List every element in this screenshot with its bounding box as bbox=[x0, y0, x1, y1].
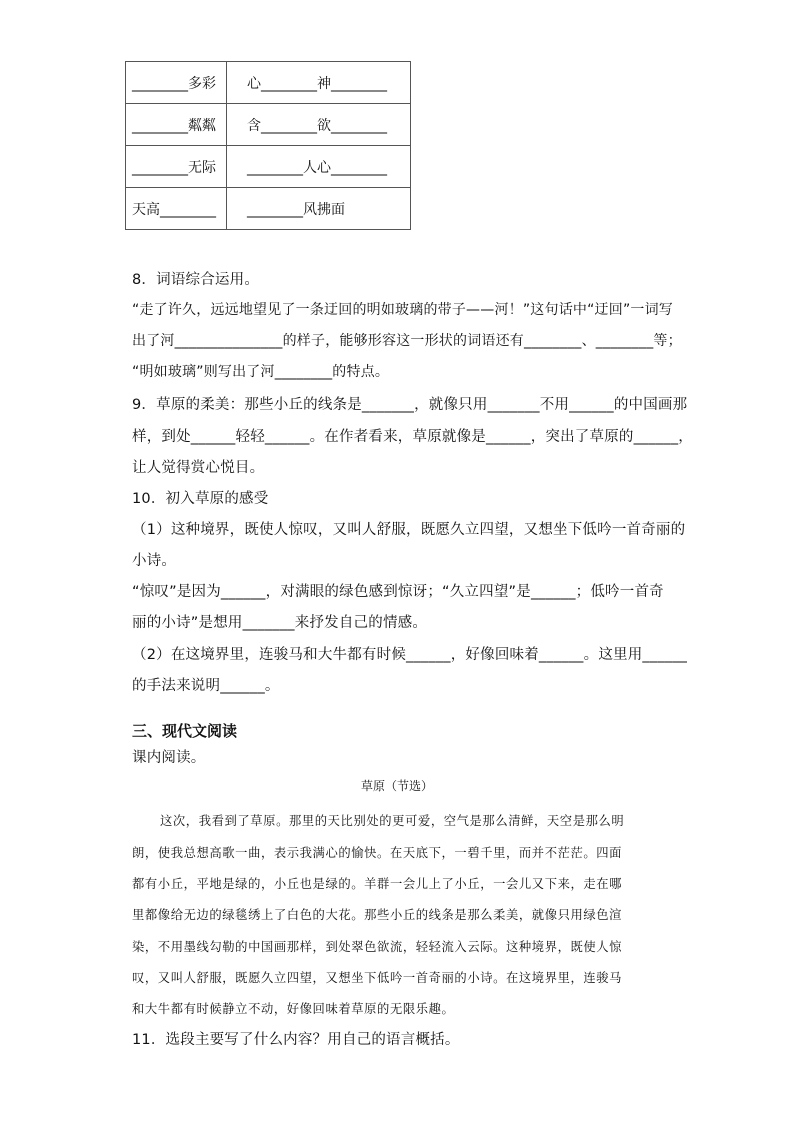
section-heading: 三、现代文阅读 bbox=[132, 722, 238, 740]
question-10-line: （1）这种境界，既使人惊叹，又叫人舒服，既愿久立四望，又想坐下低吟一首奇丽的 bbox=[132, 522, 686, 538]
passage-line: 和大牛都有时候静立不动，好像回味着草原的无限乐趣。 bbox=[132, 1002, 455, 1016]
question-8-line: “明如玻璃”则写出了河________的特点。 bbox=[132, 364, 390, 380]
table-cell: 天高________ bbox=[126, 188, 227, 230]
passage-title: 草原（节选） bbox=[360, 779, 433, 793]
passage-line: 叹，又叫人舒服，既愿久立四望，又想坐下低吟一首奇丽的小诗。在这境界里，连骏马 bbox=[132, 971, 623, 985]
table-cell: 心________神________ bbox=[227, 62, 411, 104]
table-cell: ________粼粼 bbox=[126, 104, 227, 146]
passage-line: 朗，使我总想高歌一曲，表示我满心的愉快。在天底下，一碧千里，而并不茫茫。四面 bbox=[132, 846, 623, 860]
question-9-line: 样，到处______轻轻______。在作者看来，草原就像是______，突出了草原的______， bbox=[132, 429, 693, 445]
question-10-line: 的手法来说明______。 bbox=[132, 678, 280, 694]
table-cell: ________人心________ bbox=[227, 146, 411, 188]
question-10-line: 丽的小诗”是想用_______来抒发自己的情感。 bbox=[132, 615, 428, 631]
table-row bbox=[126, 146, 411, 188]
table-row bbox=[126, 104, 411, 146]
question-9-line: 让人觉得赏心悦目。 bbox=[132, 460, 265, 476]
question-10-line: “惊叹”是因为______，对满眼的绿色感到惊讶；“久立四望”是______；低吟一首奇 bbox=[132, 584, 664, 600]
question-10-line: （2）在这境界里，连骏马和大牛都有时候______，好像回味着______。这里用______ bbox=[132, 647, 688, 663]
table-cell: 含________欲________ bbox=[227, 104, 411, 146]
passage-line: 都有小丘，平地是绿的，小丘也是绿的。羊群一会儿上了小丘，一会儿又下来，走在哪 bbox=[132, 877, 623, 891]
question-11: 11．选段主要写了什么内容？用自己的语言概括。 bbox=[132, 1032, 460, 1048]
passage-line: 染，不用墨线勾勒的中国画那样，到处翠色欲流，轻轻流入云际。这种境界，既使人惊 bbox=[132, 940, 623, 954]
question-10-line: 小诗。 bbox=[132, 553, 177, 569]
table-row bbox=[126, 188, 411, 230]
question-9-line: 9．草原的柔美：那些小丘的线条是_______，就像只用_______不用______的中国画那 bbox=[132, 397, 688, 413]
passage-line: 这次，我看到了草原。那里的天比别处的更可爱，空气是那么清鲜，天空是那么明 bbox=[160, 814, 625, 828]
word-table bbox=[125, 61, 411, 230]
table-row bbox=[126, 62, 411, 104]
question-8-line: 出了河_______________的样子，能够形容这一形状的词语还有________、________等； bbox=[132, 333, 682, 349]
question-8-line: “走了许久，远远地望见了一条迂回的明如玻璃的带子——河！”这句话中“迂回”一词写 bbox=[132, 302, 674, 318]
table-cell: ________多彩 bbox=[126, 62, 227, 104]
table-cell: ________风拂面 bbox=[227, 188, 411, 230]
question-10-title: 10．初入草原的感受 bbox=[132, 491, 269, 507]
table-cell: ________无际 bbox=[126, 146, 227, 188]
section-subheading: 课内阅读。 bbox=[132, 750, 206, 766]
passage-line: 里都像给无边的绿毯绣上了白色的大花。那些小丘的线条是那么柔美，就像只用绿色渲 bbox=[132, 908, 623, 922]
question-8-title: 8．词语综合运用。 bbox=[132, 272, 260, 288]
